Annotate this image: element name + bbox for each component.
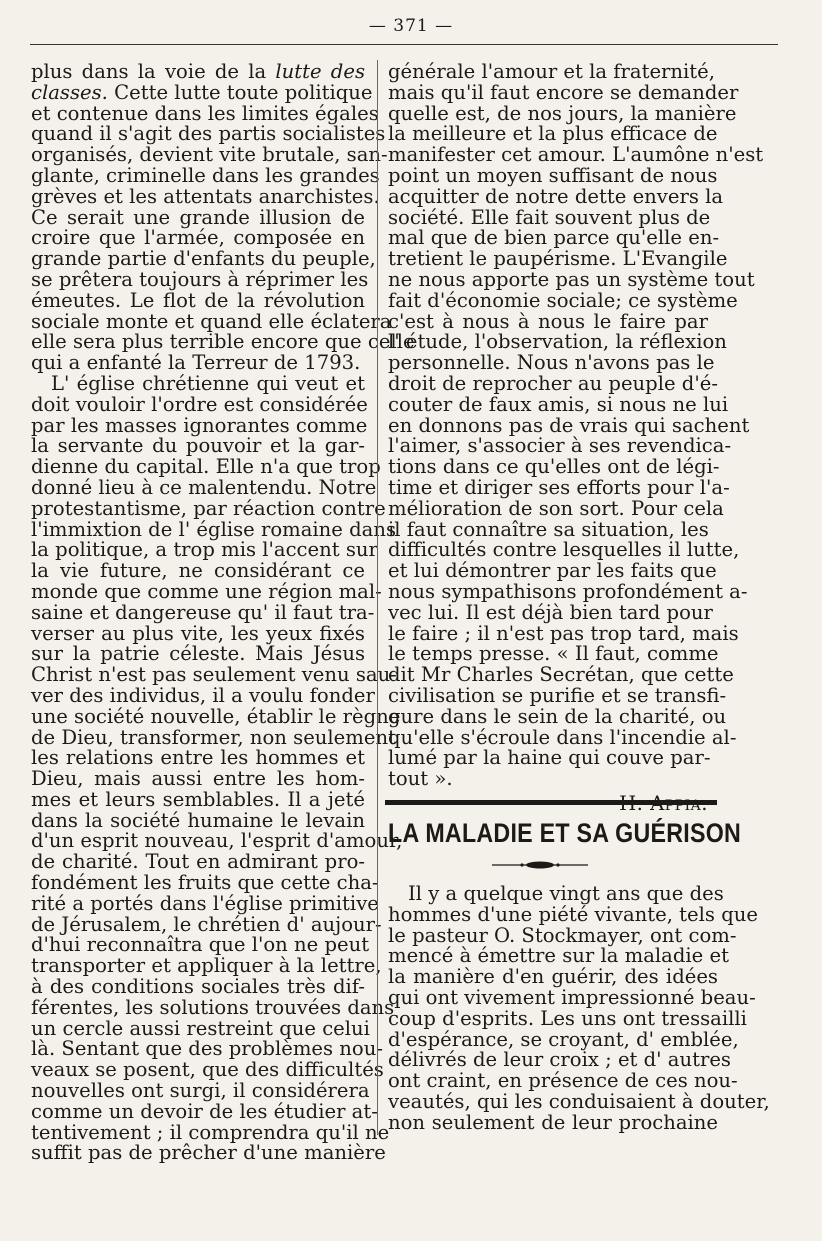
section-rule (385, 800, 717, 805)
page-number: — 371 — (368, 16, 454, 36)
text-line: verser au plus vite, les yeux fixés (31, 621, 365, 645)
text-line: grande partie d'enfants du peuple, (31, 247, 376, 271)
text-line: le faire ; il n'est pas trop tard, mais (388, 621, 739, 645)
text-line: la politique, a trop mis l'accent sur (31, 538, 378, 562)
section-title: LA MALADIE ET SA GUÉRISON (388, 818, 742, 848)
text-line: par les masses ignorantes comme (31, 413, 368, 437)
text-line: Christ n'est pas seulement venu sau- (31, 663, 397, 687)
text-line: mais qu'il faut encore se demander (388, 80, 739, 104)
text-line: d'espérance, se croyant, d' emblée, (388, 1027, 739, 1051)
text-line: donné lieu à ce malentendu. Notre (31, 475, 377, 499)
text-line: de Jérusalem, le chrétien d' aujour- (31, 912, 382, 936)
text-line: tout ». (388, 767, 453, 791)
text-line: acquitter de notre dette envers la (388, 184, 724, 208)
text-line: délivrés de leur croix ; et d' autres (388, 1048, 731, 1072)
text-line: la vie future, ne considérant ce (31, 559, 365, 583)
text-line: droit de reprocher au peuple d'é- (388, 371, 718, 395)
text-line: ver des individus, il a voulu fonder (31, 683, 375, 707)
ornament-icon (490, 858, 590, 872)
text-line: classes. Cette lutte toute politique (31, 80, 373, 104)
text-line: férentes, les solutions trouvées dans (31, 995, 395, 1019)
text-line: hommes d'une piété vivante, tels que (388, 902, 758, 926)
text-line: Dieu, mais aussi entre les hom- (31, 767, 365, 791)
text-line: l'aimer, s'associer à ses revendica- (388, 434, 732, 458)
text-line: quand il s'agit des partis socialistes (31, 122, 386, 146)
text-line: il faut connaître sa situation, les (388, 517, 709, 541)
text-line: l'immixtion de l' église romaine dans (31, 517, 397, 541)
text-line: ne nous apporte pas un système tout (388, 267, 755, 291)
text-line: point un moyen suffisant de nous (388, 163, 718, 187)
text-line: d'hui reconnaîtra que l'on ne peut (31, 933, 370, 957)
text-line: gure dans le sein de la charité, ou (388, 704, 727, 728)
text-line: là. Sentant que des problèmes nou- (31, 1037, 383, 1061)
text-line: comme un devoir de les étudier at- (31, 1099, 378, 1123)
text-line: mélioration de son sort. Pour cela (388, 496, 724, 520)
text-line: mes et leurs semblables. Il a jeté (31, 787, 365, 811)
text-line: un cercle aussi restreint que celui (31, 1016, 370, 1040)
text-line: difficultés contre lesquelles il lutte, (388, 538, 740, 562)
text-line: générale l'amour et la fraternité, (388, 60, 716, 83)
text-line: suffit pas de prêcher d'une manière (31, 1141, 386, 1165)
text-line: la manière d'en guérir, des idées (388, 965, 718, 989)
text-line: manifester cet amour. L'aumône n'est (388, 143, 764, 167)
text-line: time et diriger ses efforts pour l'a- (388, 475, 730, 499)
text-line: couter de faux amis, si nous ne lui (388, 392, 729, 416)
text-line: transporter et appliquer à la lettre, (31, 954, 382, 978)
text-line: une société nouvelle, établir le règne (31, 704, 401, 728)
text-line: elle sera plus terrible encore que celle (31, 330, 415, 354)
text-line: tretient le paupérisme. L'Evangile (388, 247, 728, 271)
text-line: à des conditions sociales très dif- (31, 975, 365, 999)
text-line: doit vouloir l'ordre est considérée (31, 392, 368, 416)
text-line: L' église chrétienne qui veut et (51, 371, 365, 395)
text-line: dit Mr Charles Secrétan, que cette (388, 663, 734, 687)
text-line: tions dans ce qu'elles ont de légi- (388, 455, 720, 479)
text-line: qu'elle s'écroule dans l'incendie al- (388, 725, 737, 749)
text-line: monde que comme une région mal- (31, 579, 382, 603)
text-line: fondément les fruits que cette cha- (31, 871, 379, 895)
text-line: sociale monte et quand elle éclatera (31, 309, 392, 333)
left-column (31, 60, 415, 1165)
text-line: Ce serait une grande illusion de (31, 205, 365, 229)
text-line: c'est à nous à nous le faire par (388, 309, 708, 333)
text-line: veautés, qui les conduisaient à douter, (388, 1089, 770, 1113)
text-line: le temps presse. « Il faut, comme (388, 642, 719, 666)
text-line: émeutes. Le flot de la révolution (31, 288, 365, 312)
text-line: plus dans la voie de la lutte des (31, 60, 366, 83)
text-line: de charité. Tout en admirant pro- (31, 850, 365, 874)
text-line: l' étude, l'observation, la réflexion (388, 330, 727, 354)
text-line: grèves et les attentats anarchistes. (31, 184, 380, 208)
text-line: fait d'économie sociale; ce système (388, 288, 738, 312)
text-line: veaux se posent, que des difficultés (31, 1058, 384, 1082)
text-line: quelle est, de nos jours, la manière (388, 101, 737, 125)
text-line: personnelle. Nous n'avons pas le (388, 351, 715, 375)
text-line: non seulement de leur prochaine (388, 1110, 718, 1134)
header-rule (30, 44, 778, 45)
text-line: lumé par la haine qui couve par- (388, 746, 711, 770)
text-line: mal que de bien parce qu'elle en- (388, 226, 720, 250)
text-line: croire que l'armée, composée en (31, 226, 365, 250)
text-line: mencé à émettre sur la maladie et (388, 944, 729, 968)
text-line: glante, criminelle dans les grandes (31, 163, 380, 187)
text-line: dans la société humaine le levain (31, 808, 365, 832)
text-line: Il y a quelque vingt ans que des (408, 882, 724, 905)
right-column (388, 60, 764, 815)
text-line: civilisation se purifie et se transfi- (388, 683, 727, 707)
text-line: saine et dangereuse qu' il faut tra- (31, 600, 375, 624)
text-line: nouvelles ont surgi, il considérera (31, 1079, 370, 1103)
text-line: société. Elle fait souvent plus de (388, 205, 711, 229)
text-line: qui ont vivement impressionné beau- (388, 985, 756, 1009)
text-line: dienne du capital. Elle n'a que trop (31, 455, 381, 479)
text-line: d'un esprit nouveau, l'esprit d'amour, (31, 829, 403, 853)
text-line: le pasteur O. Stockmayer, ont com- (388, 923, 737, 947)
column-divider (377, 60, 378, 1135)
text-line: de Dieu, transformer, non seulement (31, 725, 396, 749)
text-line: la servante du pouvoir et la gar- (31, 434, 365, 458)
text-line: et lui démontrer par les faits que (388, 559, 717, 583)
text-line: vec lui. Il est déjà bien tard pour (388, 600, 713, 624)
text-line: se prêtera toujours à réprimer les (31, 267, 369, 291)
text-line: les relations entre les hommes et (31, 746, 365, 770)
section-body (388, 882, 770, 1134)
text-line: la meilleure et la plus efficace de (388, 122, 718, 146)
text-line: protestantisme, par réaction contre (31, 496, 386, 520)
text-line: ont craint, en présence de ces nou- (388, 1069, 738, 1093)
text-line: nous sympathisons profondément a- (388, 579, 748, 603)
text-line: en donnons pas de vrais qui sachent (388, 413, 750, 437)
text-line: et contenue dans les limites égales (31, 101, 379, 125)
text-line: organisés, devient vite brutale, san- (31, 143, 388, 167)
text-line: sur la patrie céleste. Mais Jésus (31, 642, 365, 666)
text-line: tentivement ; il comprendra qu'il ne (31, 1120, 390, 1144)
text-line: coup d'esprits. Les uns ont tressailli (388, 1006, 747, 1030)
text-line: rité a portés dans l'église primitive (31, 891, 379, 915)
text-line: qui a enfanté la Terreur de 1793. (31, 351, 361, 375)
